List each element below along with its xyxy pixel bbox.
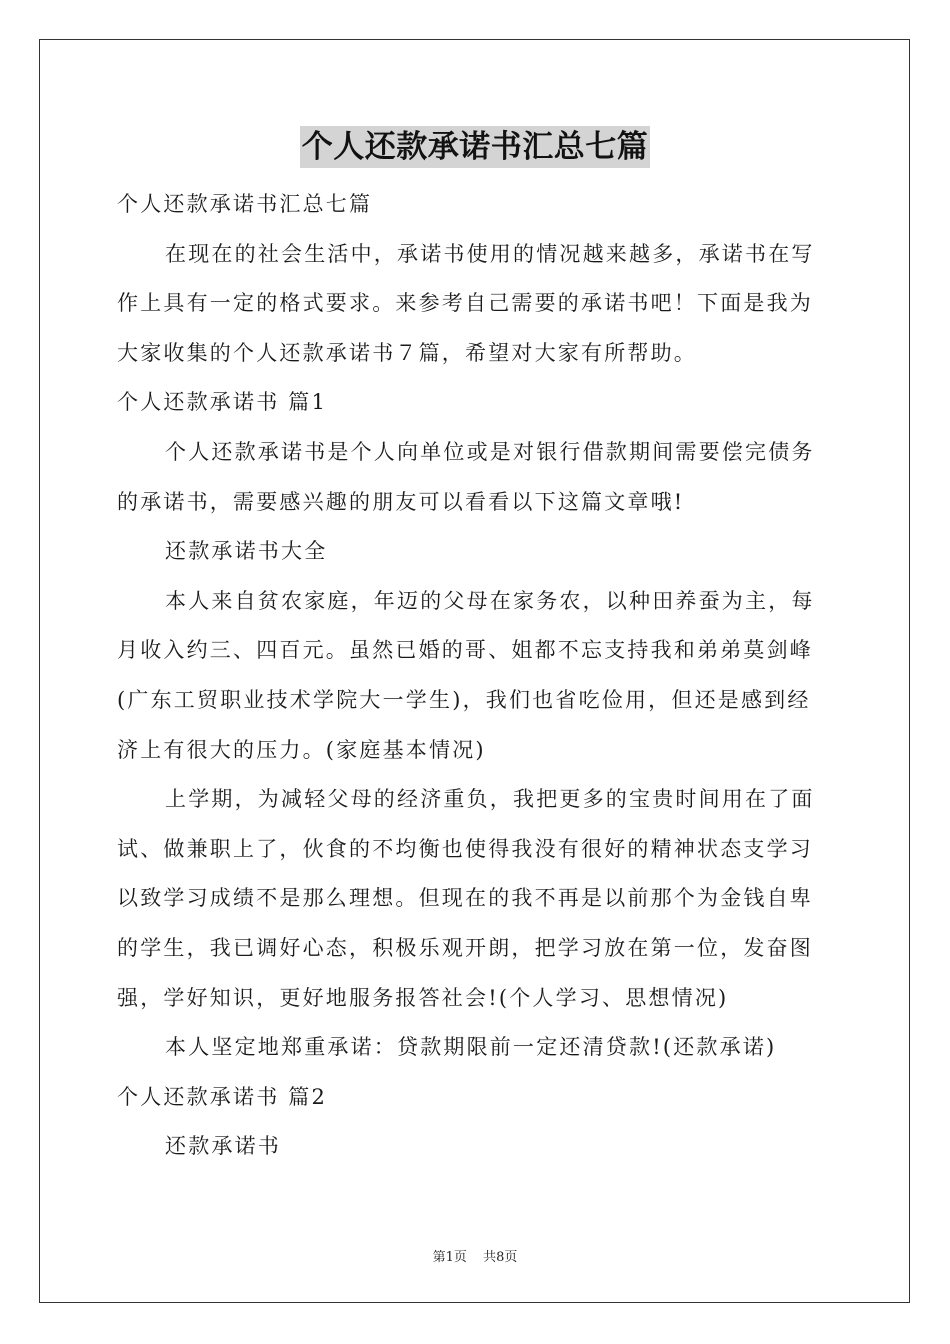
body-line: 作上具有一定的格式要求。来参考自己需要的承诺书吧！下面是我为 [117,291,813,316]
page-number: 第1页 [432,1250,467,1265]
body-line: 月收入约三、四百元。虽然已婚的哥、姐都不忘支持我和弟弟莫剑峰 [117,638,813,663]
body-line: 上学期，为减轻父母的经济重负，我把更多的宝贵时间用在了面 [165,787,815,812]
body-line: 试、做兼职上了，伙食的不均衡也使得我没有很好的精神状态支学习 [117,836,813,861]
subheading: 还款承诺书大全 [165,539,328,564]
body-line: 个人还款承诺书汇总七篇 [117,192,373,216]
section-heading: 个人还款承诺书 篇2 [117,1084,328,1109]
body-line: 济上有很大的压力。(家庭基本情况) [117,737,486,762]
page-footer [0,1246,950,1265]
body-line: 的学生，我已调好心态，积极乐观开朗，把学习放在第一位，发奋图 [117,935,813,960]
body-line: 的承诺书，需要感兴趣的朋友可以看看以下这篇文章哦! [117,489,685,514]
body-line: 本人坚定地郑重承诺：贷款期限前一定还清贷款!(还款承诺) [165,1035,777,1060]
body-line: 个人还款承诺书是个人向单位或是对银行借款期间需要偿完债务 [165,439,815,464]
body-line: (广东工贸职业技术学院大一学生)，我们也省吃俭用，但还是感到经 [117,687,811,712]
page-total: 共8页 [483,1250,518,1265]
section-heading: 个人还款承诺书 篇1 [117,390,328,415]
subheading: 还款承诺书 [165,1134,281,1159]
title-container [0,126,950,168]
body-line: 以致学习成绩不是那么理想。但现在的我不再是以前那个为金钱自卑 [117,886,813,911]
body-line: 大家收集的个人还款承诺书７篇，希望对大家有所帮助。 [117,340,697,365]
document-body [117,180,833,1172]
body-line: 强，学好知识，更好地服务报答社会!(个人学习、思想情况) [117,985,729,1010]
body-line: 本人来自贫农家庭，年迈的父母在家务农，以种田养蚕为主，每 [165,588,815,613]
body-line: 在现在的社会生活中，承诺书使用的情况越来越多，承诺书在写 [165,241,815,266]
document-title: 个人还款承诺书汇总七篇 [300,126,651,168]
